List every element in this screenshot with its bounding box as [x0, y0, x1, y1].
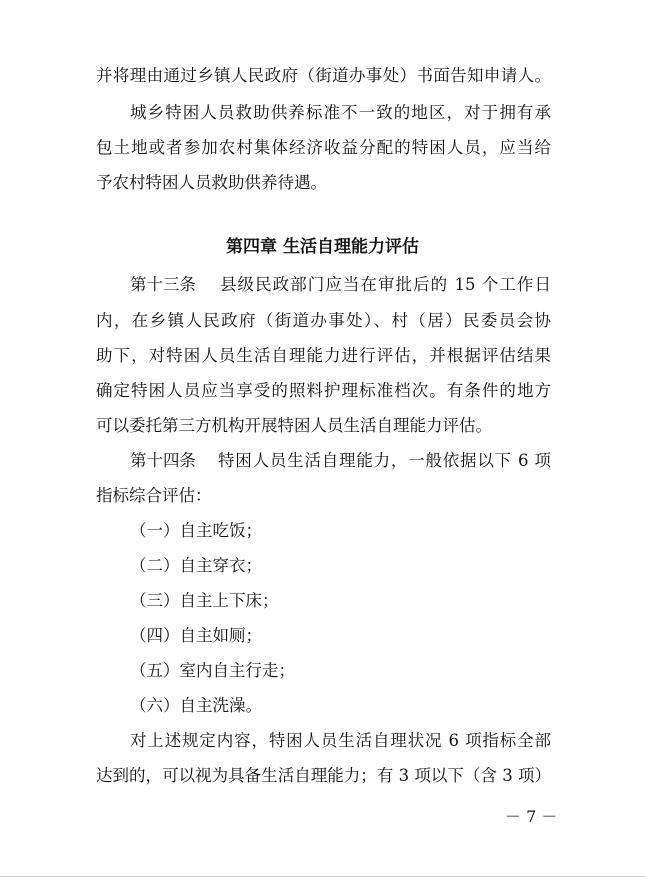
paragraph-line: 包土地或者参加农村集体经济收益分配的特困人员，应当给 — [96, 138, 551, 157]
article-line: 特困人员生活自理能力，一般依据以下 6 项 — [218, 451, 551, 470]
article-line: 内，在乡镇人民政府（街道办事处）、村（居）民委员会协 — [96, 311, 551, 330]
article-line: 助下，对特困人员生活自理能力进行评估，并根据评估结果 — [96, 346, 551, 365]
list-item: （四）自主如厕； — [130, 626, 262, 645]
paragraph-continuation-line: 并将理由通过乡镇人民政府（街道办事处）书面告知申请人。 — [96, 66, 551, 85]
article-line: 县级民政部门应当在审批后的 15 个工作日 — [220, 275, 551, 294]
list-item: （一）自主吃饭； — [130, 521, 262, 540]
paragraph-line: 予农村特困人员救助供养待遇。 — [96, 173, 327, 192]
paragraph-line: 城乡特困人员救助供养标准不一致的地区，对于拥有承 — [130, 103, 551, 122]
page-number: － 7 － — [505, 807, 558, 826]
paragraph-line: 对上述规定内容，特困人员生活自理状况 6 项指标全部 — [130, 731, 551, 750]
paragraph-line: 达到的，可以视为具备生活自理能力；有 3 项以下（含 3 项） — [96, 766, 551, 785]
list-item: （五）室内自主行走； — [130, 661, 295, 680]
list-item: （二）自主穿衣； — [130, 556, 262, 575]
list-item: （六）自主洗澡。 — [130, 696, 262, 715]
article-line: 确定特困人员应当享受的照料护理标准档次。有条件的地方 — [96, 381, 551, 400]
page-bottom-divider — [0, 876, 645, 877]
article-heading: 第十三条 — [130, 275, 196, 294]
list-item: （三）自主上下床； — [130, 591, 279, 610]
article-line: 指标综合评估： — [96, 486, 212, 505]
chapter-title: 第四章 生活自理能力评估 — [226, 237, 419, 257]
article-line: 可以委托第三方机构开展特困人员生活自理能力评估。 — [96, 416, 492, 435]
article-heading: 第十四条 — [130, 451, 196, 470]
